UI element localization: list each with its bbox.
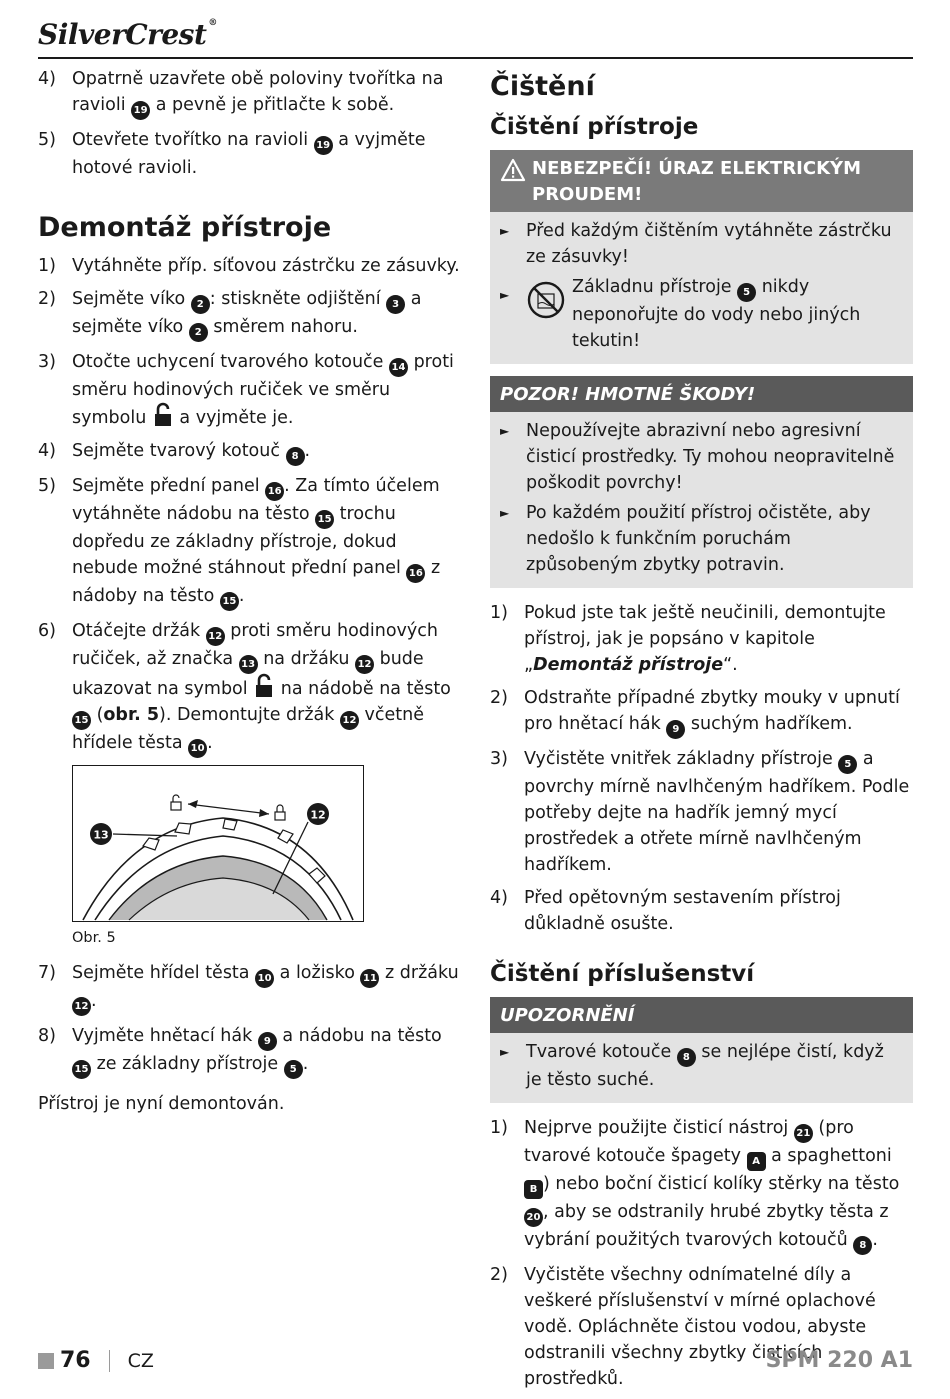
arrow-bullet-icon: ► (500, 288, 510, 302)
part-number-badge: 5 (284, 1060, 303, 1079)
part-letter-badge: B (524, 1180, 543, 1199)
caution-header: POZOR! HMOTNÉ ŠKODY! (490, 376, 913, 412)
list-item: 1) Nejprve použijte čisticí nástroj 21 (pro tvarové kotouče špagety A a spaghettoni B ) nebo boční čisticí kolíky stěrky na těsto 20 , aby se odstranily hrubé zbytky těsta z vybrání použitých tvarových kotoučů 8 . (490, 1115, 913, 1255)
part-number-badge: 20 (524, 1208, 543, 1227)
right-column (490, 66, 913, 1399)
danger-box (490, 150, 913, 364)
subheading-device-cleaning: Čištění přístroje (490, 114, 699, 140)
arrow-bullet-icon: ► (500, 1045, 510, 1059)
bullet-item: ► Po každém použití přístroj očistěte, aby nedošlo k funkčním poruchám způsobeným zbytky potravin. (500, 500, 903, 578)
part-number-badge: 8 (286, 447, 305, 466)
list-item: 1) Pokud jste tak ještě neučinili, demontujte přístroj, jak je popsáno v kapitole „Demontáž přístroje“. (490, 603, 886, 675)
brand-logo: SilverCrest ® (38, 18, 217, 51)
caution-box (490, 376, 913, 588)
language-code: CZ (127, 1349, 154, 1372)
bullet-item: ► Základnu přístroje 5 nikdy neponořujte do vody nebo jiných tekutin! (500, 274, 903, 354)
part-number-badge: 12 (340, 711, 359, 730)
part-number-badge: 19 (314, 136, 333, 155)
svg-text:13: 13 (93, 828, 109, 842)
notice-box (490, 997, 913, 1103)
part-number-badge: 10 (188, 739, 207, 758)
list-item: 6) Otáčejte držák 12 proti směru hodinových ručiček, až značka 13 na držáku 12 bude ukazovat na symbol na nádobě na těsto 15 (obr. 5). Demontujte držák 12 včetně hřídele těsta 10 . (38, 618, 463, 758)
bullet-item: ► Nepoužívejte abrazivní nebo agresivní čisticí prostředky. Ty mohou neopravitelně poškodit povrchy! (500, 418, 903, 496)
part-number-badge: 9 (666, 720, 685, 739)
bullet-item: ► Tvarové kotouče 8 se nejlépe čistí, když je těsto suché. (500, 1039, 903, 1093)
page-number: 76 (60, 1348, 91, 1373)
list-item: 4) Opatrně uzavřete obě poloviny tvořítka na ravioli 19 a pevně je přitlačte k sobě. (38, 66, 463, 120)
part-number-badge: 12 (206, 627, 225, 646)
warning-triangle-icon (500, 158, 526, 182)
page-footer-left (38, 1348, 154, 1373)
no-immersion-icon (526, 280, 566, 320)
list-item: 3) Otočte uchycení tvarového kotouče 14 proti směru hodinových ručiček ve směru symbolu a vyjměte je. (38, 352, 454, 428)
unlock-icon (152, 403, 174, 427)
part-number-badge: 3 (386, 295, 405, 314)
part-number-badge: 15 (220, 592, 239, 611)
list-item: 1) Vytáhněte příp. síťovou zástrčku ze zásuvky. (38, 256, 460, 276)
part-number-badge: 12 (72, 997, 91, 1016)
closing-paragraph: Přístroj je nyní demontován. (38, 1094, 285, 1114)
header-rule (38, 57, 913, 59)
list-item: 4) Před opětovným sestavením přístroj důkladně osušte. (490, 888, 841, 934)
arrow-bullet-icon: ► (500, 506, 510, 520)
svg-text:12: 12 (310, 808, 326, 822)
left-column (38, 66, 463, 1117)
part-number-badge: 13 (239, 655, 258, 674)
part-number-badge: 14 (389, 358, 408, 377)
part-number-badge: 16 (406, 564, 425, 583)
part-number-badge: 15 (315, 510, 334, 529)
section-heading-disassembly: Demontáž přístroje (38, 212, 332, 243)
arrow-bullet-icon: ► (500, 424, 510, 438)
unlock-icon (253, 674, 275, 698)
part-number-badge: 10 (255, 969, 274, 988)
subheading-accessory-cleaning: Čištění příslušenství (490, 961, 755, 987)
footer-divider (109, 1350, 110, 1372)
part-number-badge: 12 (355, 655, 374, 674)
part-number-badge: 8 (853, 1236, 872, 1255)
list-item: 3) Vyčistěte vnitřek základny přístroje 5 a povrchy mírně navlhčeným hadříkem. Podle potřeby dejte na hadřík jemný mycí prostředek a otřete mírně navlhčeným hadříkem. (490, 749, 910, 875)
list-item: 2) Vyčistěte všechny odnímatelné díly a veškeré příslušenství v mírné oplachové vodě. Opláchněte čistou vodou, abyste odstranili všechny zbytky čisticích prostředků. (490, 1265, 876, 1389)
part-number-badge: 5 (737, 283, 756, 302)
arrow-bullet-icon: ► (500, 224, 510, 238)
part-number-badge: 9 (258, 1032, 277, 1051)
bullet-item: ► Před každým čištěním vytáhněte zástrčku ze zásuvky! (500, 218, 903, 270)
part-number-badge: 2 (191, 295, 210, 314)
part-number-badge: 11 (360, 969, 379, 988)
section-heading-cleaning: Čištění (490, 71, 595, 102)
list-item: 7) Sejměte hřídel těsta 10 a ložisko 11 z držáku 12 . (38, 960, 463, 1016)
part-number-badge: 15 (72, 1060, 91, 1079)
list-item: 5) Sejměte přední panel 16 . Za tímto účelem vytáhněte nádobu na těsto 15 trochu dopředu ze základny přístroje, dokud nebude možné stáhnout přední panel 16 z nádoby na těsto 15 . (38, 473, 463, 611)
danger-header: NEBEZPEČÍ! ÚRAZ ELEKTRICKÝM PROUDEM! (490, 150, 913, 212)
list-item: 4) Sejměte tvarový kotouč 8 . (38, 438, 463, 466)
list-item: 2) Sejměte víko 2 : stiskněte odjištění 3 a sejměte víko 2 směrem nahoru. (38, 286, 463, 342)
list-item: 2) Odstraňte případné zbytky mouky v upnutí pro hnětací hák 9 suchým hadříkem. (490, 685, 913, 739)
figure-caption: Obr. 5 (72, 930, 116, 946)
part-number-badge: 19 (131, 101, 150, 120)
footer-square-icon (38, 1353, 54, 1369)
list-item: 8) Vyjměte hnětací hák 9 a nádobu na těsto 15 ze základny přístroje 5 . (38, 1023, 463, 1079)
part-number-badge: 2 (189, 323, 208, 342)
part-number-badge: 15 (72, 711, 91, 730)
part-letter-badge: A (747, 1152, 766, 1171)
part-number-badge: 21 (794, 1124, 813, 1143)
figure-5-illustration (72, 765, 364, 922)
notice-header: UPOZORNĚNÍ (490, 997, 913, 1033)
part-number-badge: 5 (838, 755, 857, 774)
list-item: 5) Otevřete tvořítko na ravioli 19 a vyjměte hotové ravioli. (38, 130, 426, 178)
part-number-badge: 8 (677, 1048, 696, 1067)
model-number: SPM 220 A1 (765, 1348, 913, 1373)
part-number-badge: 16 (265, 482, 284, 501)
